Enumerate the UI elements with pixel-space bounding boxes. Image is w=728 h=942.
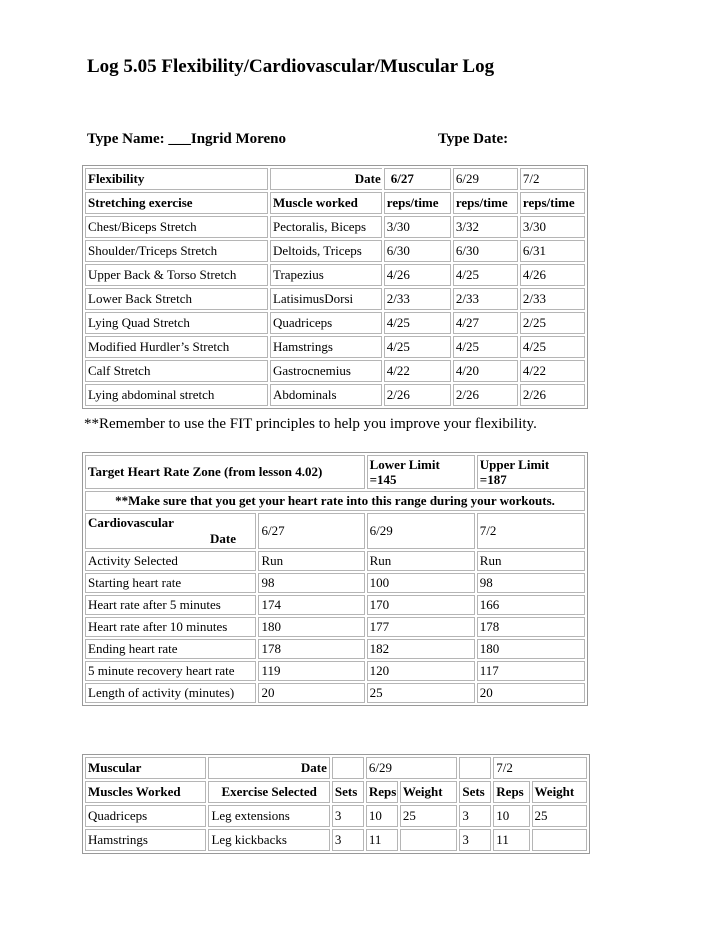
flex-date-and-first: [354, 168, 451, 190]
table-row: [85, 264, 585, 286]
muscle-name: Hamstrings: [85, 829, 206, 851]
cardio-label: Starting heart rate: [85, 573, 256, 593]
flex-date-row: [85, 168, 585, 190]
range-note: **Make sure that you get your heart rate into this range during your workouts.: [85, 491, 585, 511]
flex-value: 4/25: [384, 336, 451, 358]
cardio-value: 166: [477, 595, 585, 615]
cardio-label: Length of activity (minutes): [85, 683, 256, 703]
cardio-date-row: [85, 513, 585, 549]
flex-value: 4/22: [384, 360, 451, 382]
flex-exercise: Modified Hurdler’s Stretch: [85, 336, 268, 358]
muscle-col-exercise: Exercise Selected: [208, 781, 329, 803]
cardio-value: 20: [258, 683, 364, 703]
table-row: [85, 240, 585, 262]
cardio-date-1: 6/27: [258, 513, 364, 549]
type-line: [87, 131, 587, 148]
cardio-label: Heart rate after 5 minutes: [85, 595, 256, 615]
lower-limit-value: =145: [369, 472, 397, 487]
muscle-value: 10: [366, 805, 398, 827]
flex-col-reps-3: reps/time: [520, 192, 585, 214]
muscle-date-row: [85, 757, 587, 779]
fit-reminder: **Remember to use the FIT principles to help you improve your flexibility.: [84, 416, 537, 432]
muscle-date-1: 6/29: [366, 757, 457, 779]
target-zone-row: [85, 455, 585, 489]
flex-value: 3/32: [453, 216, 518, 238]
muscle-exercise: Leg extensions: [208, 805, 329, 827]
flex-exercise: Lying Quad Stretch: [85, 312, 268, 334]
table-row: [85, 661, 585, 681]
table-row: [85, 805, 587, 827]
table-row: [85, 639, 585, 659]
cardio-label: Ending heart rate: [85, 639, 256, 659]
muscle-date-label: Date: [208, 757, 329, 779]
flex-col-reps-1: reps/time: [384, 192, 451, 214]
flex-muscle: Pectoralis, Biceps: [270, 216, 382, 238]
flex-value: 3/30: [520, 216, 585, 238]
table-row: [85, 384, 585, 406]
flex-exercise: Shoulder/Triceps Stretch: [85, 240, 268, 262]
cardio-value: 119: [258, 661, 364, 681]
muscle-exercise: Leg kickbacks: [208, 829, 329, 851]
flex-value: 2/26: [520, 384, 585, 406]
table-row: [85, 829, 587, 851]
table-row: [85, 336, 585, 358]
muscle-date-2: 7/2: [493, 757, 587, 779]
flex-value: 4/26: [520, 264, 585, 286]
flex-muscle: Quadriceps: [270, 312, 382, 334]
cardio-value: 180: [258, 617, 364, 637]
muscle-value: 25: [532, 805, 587, 827]
cardio-value: 178: [258, 639, 364, 659]
muscle-value: 3: [459, 829, 491, 851]
type-name-label: Type Name: ___Ingrid Moreno: [87, 131, 287, 147]
flex-date-3: 7/2: [520, 168, 585, 190]
cardio-date-2: 6/29: [367, 513, 475, 549]
flex-value: 4/25: [384, 312, 451, 334]
flex-col-muscle: Muscle worked: [270, 192, 382, 214]
muscle-value: 3: [459, 805, 491, 827]
muscle-value: 25: [400, 805, 458, 827]
cardio-value: 98: [258, 573, 364, 593]
empty-cell: [332, 757, 364, 779]
flex-value: 2/33: [453, 288, 518, 310]
cardio-value: 100: [367, 573, 475, 593]
cardio-value: 180: [477, 639, 585, 659]
muscle-col-sets-1: Sets: [332, 781, 364, 803]
cardio-label: Activity Selected: [85, 551, 256, 571]
muscular-table: [82, 754, 590, 854]
upper-limit-value: =187: [479, 472, 507, 487]
muscle-value: 10: [493, 805, 529, 827]
flex-exercise: Upper Back & Torso Stretch: [85, 264, 268, 286]
flex-col-reps-2: reps/time: [453, 192, 518, 214]
cardio-date-label: Date: [210, 531, 236, 546]
flex-date-label: Date: [354, 171, 381, 186]
cardio-value: 182: [367, 639, 475, 659]
cardio-value: 178: [477, 617, 585, 637]
flex-date-2: 6/29: [453, 168, 518, 190]
flex-value: 4/25: [453, 336, 518, 358]
table-row: [85, 288, 585, 310]
page-title: Log 5.05 Flexibility/Cardiovascular/Muscular Log: [87, 56, 495, 77]
flex-muscle: Abdominals: [270, 384, 382, 406]
flex-muscle: Deltoids, Triceps: [270, 240, 382, 262]
flex-exercise: Lying abdominal stretch: [85, 384, 268, 406]
flex-col-exercise: Stretching exercise: [85, 192, 268, 214]
cardio-label: 5 minute recovery heart rate: [85, 661, 256, 681]
flex-value: 2/33: [520, 288, 585, 310]
muscle-value: 3: [332, 829, 364, 851]
table-row: [85, 617, 585, 637]
cardio-section-label: Cardiovascular: [88, 515, 174, 530]
cardio-value: 98: [477, 573, 585, 593]
table-row: [85, 595, 585, 615]
muscular-section-label: Muscular: [85, 757, 206, 779]
cardio-section-cell: [85, 513, 256, 549]
cardio-value: Run: [367, 551, 475, 571]
lower-limit-label: Lower Limit: [369, 457, 440, 472]
flex-muscle: Hamstrings: [270, 336, 382, 358]
cardio-value: 170: [367, 595, 475, 615]
cardio-value: Run: [258, 551, 364, 571]
muscle-col-muscles: Muscles Worked: [85, 781, 206, 803]
muscle-header-row: [85, 781, 587, 803]
flex-muscle: Trapezius: [270, 264, 382, 286]
flex-value: 2/26: [453, 384, 518, 406]
muscle-col-weight-1: Weight: [400, 781, 458, 803]
flex-value: 6/31: [520, 240, 585, 262]
muscle-name: Quadriceps: [85, 805, 206, 827]
cardio-value: 174: [258, 595, 364, 615]
table-row: [85, 216, 585, 238]
flex-value: 4/27: [453, 312, 518, 334]
table-row: [85, 683, 585, 703]
flex-value: 2/33: [384, 288, 451, 310]
lower-limit-cell: [367, 455, 475, 489]
muscle-value: 11: [366, 829, 398, 851]
cardio-value: 177: [367, 617, 475, 637]
flexibility-section-label: Flexibility: [85, 168, 268, 190]
muscle-value: 3: [332, 805, 364, 827]
target-zone-label: Target Heart Rate Zone (from lesson 4.02): [85, 455, 365, 489]
flex-value: 4/20: [453, 360, 518, 382]
muscle-col-sets-2: Sets: [459, 781, 491, 803]
cardio-value: 117: [477, 661, 585, 681]
flex-muscle: Gastrocnemius: [270, 360, 382, 382]
muscle-value: 11: [493, 829, 529, 851]
cardio-value: Run: [477, 551, 585, 571]
flex-date-1: 6/27: [390, 171, 414, 186]
cardio-value: 20: [477, 683, 585, 703]
flex-value: 4/25: [453, 264, 518, 286]
muscle-value: [532, 829, 587, 851]
flex-value: 2/26: [384, 384, 451, 406]
cardio-date-3: 7/2: [477, 513, 585, 549]
upper-limit-cell: [477, 455, 585, 489]
cardio-table: [82, 452, 588, 706]
upper-limit-label: Upper Limit: [479, 457, 550, 472]
muscle-col-weight-2: Weight: [532, 781, 587, 803]
table-row: [85, 312, 585, 334]
flex-value: 6/30: [453, 240, 518, 262]
flex-exercise: Calf Stretch: [85, 360, 268, 382]
flex-value: 6/30: [384, 240, 451, 262]
muscle-value: [400, 829, 458, 851]
range-note-row: [85, 491, 585, 511]
flex-value: 3/30: [384, 216, 451, 238]
muscle-col-reps-1: Reps: [366, 781, 398, 803]
muscle-col-reps-2: Reps: [493, 781, 529, 803]
cardio-value: 25: [367, 683, 475, 703]
flex-exercise: Lower Back Stretch: [85, 288, 268, 310]
flex-value: 4/25: [520, 336, 585, 358]
flex-header-row: [85, 192, 585, 214]
cardio-value: 120: [367, 661, 475, 681]
flex-exercise: Chest/Biceps Stretch: [85, 216, 268, 238]
flex-muscle: LatisimusDorsi: [270, 288, 382, 310]
table-row: [85, 573, 585, 593]
flex-value: 4/22: [520, 360, 585, 382]
flex-value: 2/25: [520, 312, 585, 334]
table-row: [85, 360, 585, 382]
empty-cell: [459, 757, 491, 779]
flex-value: 4/26: [384, 264, 451, 286]
flexibility-table: [82, 165, 588, 409]
table-row: [85, 551, 585, 571]
cardio-label: Heart rate after 10 minutes: [85, 617, 256, 637]
type-date-label: Type Date:: [438, 131, 509, 147]
